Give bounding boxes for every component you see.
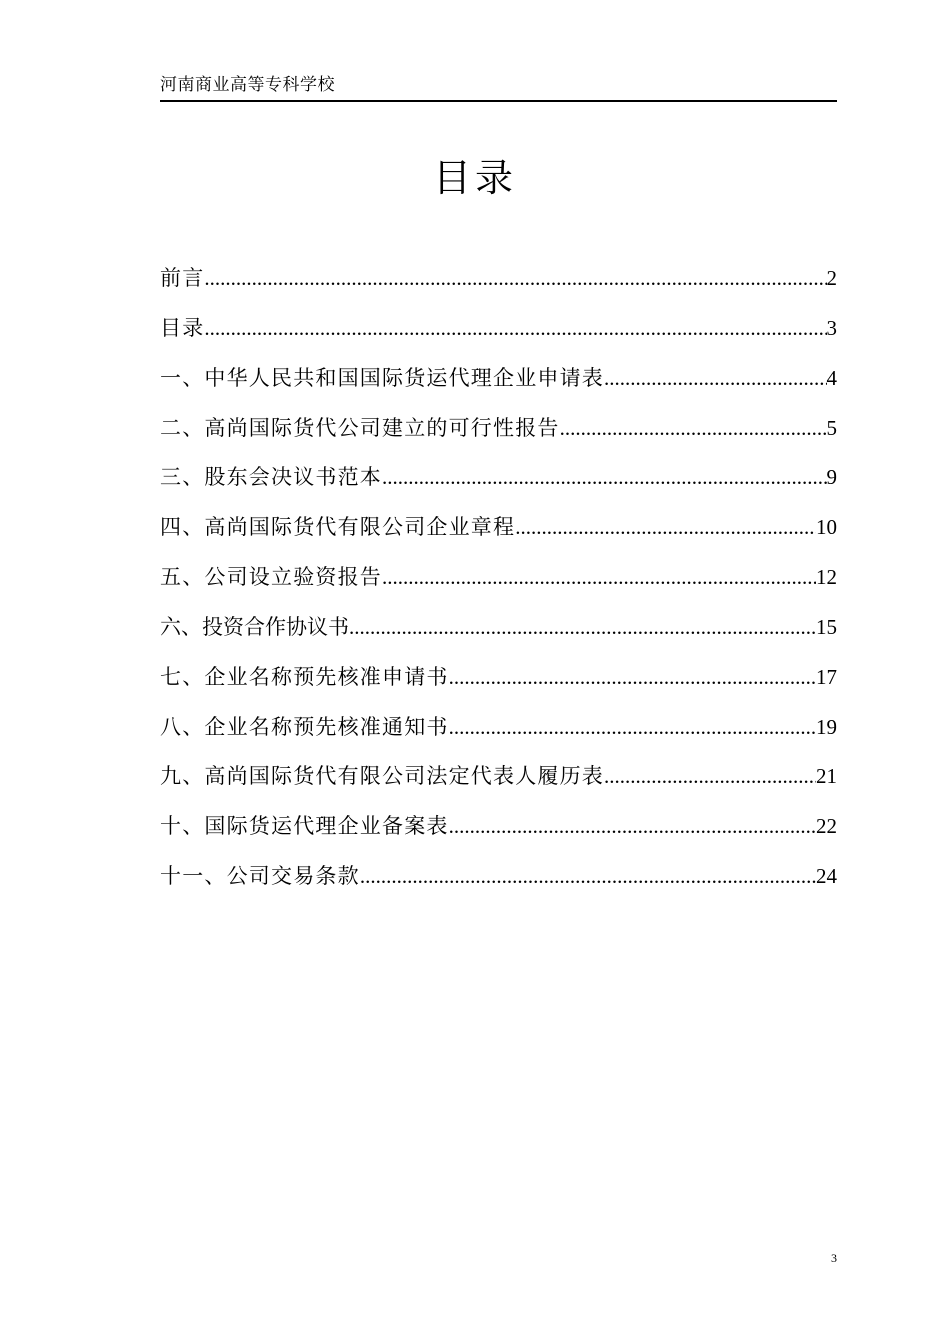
toc-dot-leader [604,756,816,796]
toc-entry-page: 12 [816,565,837,590]
toc-entry-label: 五、公司设立验资报告 [160,565,382,590]
toc-dot-leader [515,507,816,547]
toc-entry-2[interactable] [160,408,837,458]
toc-dot-leader [449,657,816,697]
toc-entry-7[interactable] [160,657,837,707]
school-name: 河南商业高等专科学校 [160,75,335,95]
toc-entry-label: 前言 [160,266,205,290]
table-of-contents [160,258,837,906]
toc-entry-5[interactable] [160,557,837,607]
toc-entry-3[interactable] [160,457,837,507]
page-header [160,74,837,102]
toc-entry-page: 19 [816,714,837,739]
toc-dot-leader [382,557,816,597]
toc-entry-label: 九、高尚国际货代有限公司法定代表人履历表 [160,764,604,789]
toc-entry-10[interactable] [160,806,837,856]
toc-entry-11[interactable] [160,856,837,906]
toc-entry-page: 9 [826,465,837,490]
toc-entry-page: 5 [826,415,837,440]
page-title: 目录 [432,156,517,200]
toc-dot-leader [360,856,816,896]
toc-entry-8[interactable] [160,707,837,757]
toc-dot-leader [204,308,826,348]
toc-entry-page: 17 [816,664,837,689]
toc-entry-page: 21 [816,764,837,789]
toc-entry-label: 十一、公司交易条款 [160,864,360,889]
toc-entry-label: 三、股东会决议书范本 [160,465,382,490]
toc-dot-leader [449,806,816,846]
toc-dot-leader [382,457,827,497]
toc-entry-page: 4 [826,365,837,390]
toc-dot-leader [204,258,826,298]
toc-entry-preface[interactable] [160,258,837,308]
toc-entry-label: 七、企业名称预先核准申请书 [160,664,449,689]
toc-entry-page: 10 [816,515,837,540]
toc-entry-label: 目录 [160,315,205,340]
toc-entry-label: 六、投资合作协议书 [160,614,349,639]
toc-dot-leader [604,358,827,398]
toc-entry-label: 八、企业名称预先核准通知书 [160,714,449,739]
toc-entry-page: 22 [816,814,837,839]
toc-entry-page: 3 [826,315,837,340]
toc-entry-page: 2 [826,266,837,290]
toc-entry-page: 15 [816,614,837,639]
toc-dot-leader [560,408,827,448]
toc-entry-label: 二、高尚国际货代公司建立的可行性报告 [160,415,560,440]
toc-entry-4[interactable] [160,507,837,557]
toc-entry-1[interactable] [160,358,837,408]
toc-dot-leader [349,607,816,647]
toc-entry-label: 一、中华人民共和国国际货运代理企业申请表 [160,365,604,390]
toc-entry-page: 24 [816,864,837,889]
toc-entry-9[interactable] [160,756,837,806]
toc-entry-contents[interactable] [160,308,837,358]
footer-page-number: 3 [831,1251,837,1265]
toc-entry-label: 十、国际货运代理企业备案表 [160,814,449,839]
toc-dot-leader [449,707,816,747]
toc-entry-6[interactable] [160,607,837,657]
toc-entry-label: 四、高尚国际货代有限公司企业章程 [160,515,516,540]
